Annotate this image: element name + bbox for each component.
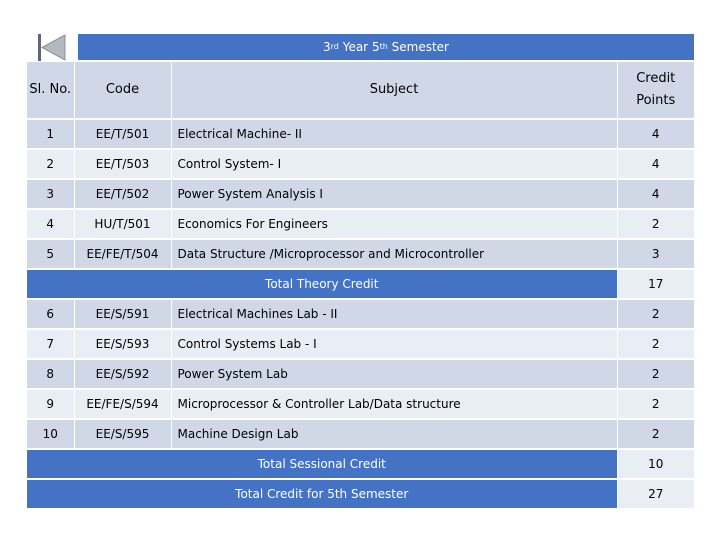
table-row [27, 299, 694, 329]
cell-subject: Machine Design Lab [171, 419, 617, 449]
cell-code: EE/S/592 [74, 359, 171, 389]
cell-credit: 3 [617, 239, 694, 269]
cell-code: EE/T/502 [74, 179, 171, 209]
cell-sl: 8 [27, 359, 74, 389]
total-semester-value: 27 [617, 479, 694, 509]
semester-title-banner: 3 rd Year 5 th Semester [78, 34, 694, 60]
cell-subject: Power System Analysis I [171, 179, 617, 209]
total-sessional-value: 10 [617, 449, 694, 479]
cell-code: EE/FE/S/594 [74, 389, 171, 419]
cell-credit: 2 [617, 389, 694, 419]
total-theory-value: 17 [617, 269, 694, 299]
course-table [27, 62, 694, 510]
cell-subject: Power System Lab [171, 359, 617, 389]
cell-credit: 4 [617, 119, 694, 149]
cell-code: EE/S/595 [74, 419, 171, 449]
total-semester-row [27, 479, 694, 509]
total-theory-label: Total Theory Credit [27, 269, 617, 299]
title-sem-num: 5 [371, 40, 380, 54]
total-sessional-row [27, 449, 694, 479]
total-theory-row [27, 269, 694, 299]
cell-sl: 3 [27, 179, 74, 209]
table-row [27, 179, 694, 209]
cell-credit: 2 [617, 299, 694, 329]
header-credit-line1: Credit [636, 71, 676, 86]
cell-code: EE/S/593 [74, 329, 171, 359]
cell-subject: Electrical Machines Lab - II [171, 299, 617, 329]
header-code: Code [74, 62, 171, 119]
cell-sl: 10 [27, 419, 74, 449]
cell-sl: 5 [27, 239, 74, 269]
title-ordinal: 3 [323, 40, 331, 54]
cell-credit: 2 [617, 209, 694, 239]
title-semester: Semester [391, 40, 449, 54]
header-credit-points [617, 62, 694, 119]
cell-credit: 4 [617, 149, 694, 179]
table-row [27, 329, 694, 359]
cell-subject: Data Structure /Microprocessor and Microcontroller [171, 239, 617, 269]
header-sl-no: Sl. No. [27, 62, 74, 119]
total-sessional-label: Total Sessional Credit [27, 449, 617, 479]
header-credit-line2: Points [636, 93, 676, 108]
cell-code: EE/T/501 [74, 119, 171, 149]
title-year: Year [342, 40, 369, 54]
cell-sl: 1 [27, 119, 74, 149]
cell-credit: 2 [617, 359, 694, 389]
back-arrow-icon[interactable] [38, 34, 66, 61]
cell-subject: Economics For Engineers [171, 209, 617, 239]
total-semester-label: Total Credit for 5th Semester [27, 479, 617, 509]
cell-sl: 4 [27, 209, 74, 239]
cell-credit: 4 [617, 179, 694, 209]
table-row [27, 419, 694, 449]
cell-code: EE/S/591 [74, 299, 171, 329]
table-row [27, 389, 694, 419]
cell-credit: 2 [617, 329, 694, 359]
cell-code: EE/FE/T/504 [74, 239, 171, 269]
table-row [27, 149, 694, 179]
cell-credit: 2 [617, 419, 694, 449]
cell-code: EE/T/503 [74, 149, 171, 179]
cell-sl: 7 [27, 329, 74, 359]
cell-subject: Control Systems Lab - I [171, 329, 617, 359]
header-row [27, 62, 694, 119]
cell-sl: 6 [27, 299, 74, 329]
cell-sl: 9 [27, 389, 74, 419]
table-row [27, 359, 694, 389]
header-subject: Subject [171, 62, 617, 119]
cell-sl: 2 [27, 149, 74, 179]
cell-subject: Electrical Machine- II [171, 119, 617, 149]
cell-subject: Control System- I [171, 149, 617, 179]
table-row [27, 239, 694, 269]
table-row [27, 209, 694, 239]
cell-subject: Microprocessor & Controller Lab/Data structure [171, 389, 617, 419]
table-row [27, 119, 694, 149]
cell-code: HU/T/501 [74, 209, 171, 239]
